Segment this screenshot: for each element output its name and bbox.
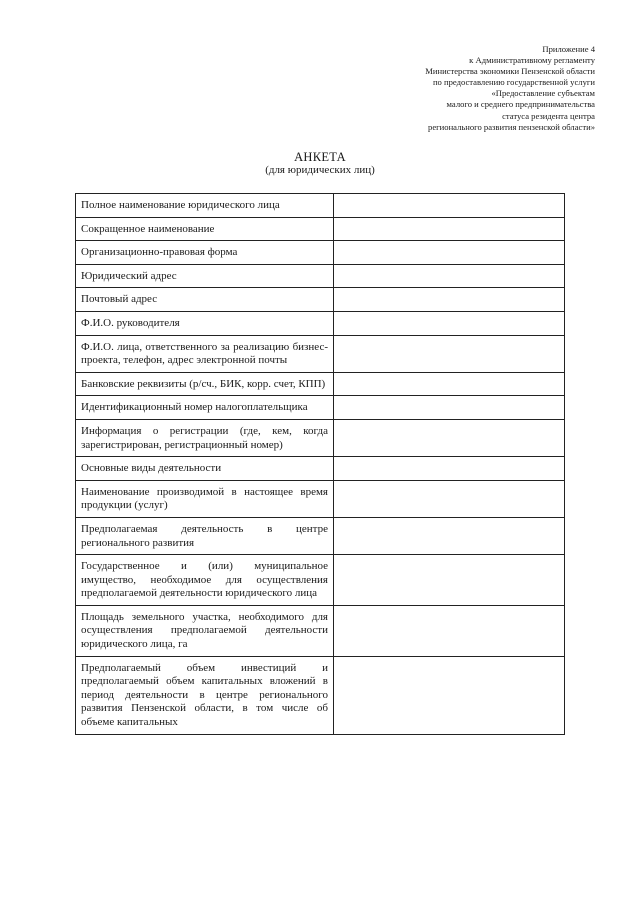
table-row [76, 517, 565, 554]
field-label: Ф.И.О. лица, ответственного за реализацию бизнес-проекта, телефон, адрес электронной почты [76, 335, 334, 372]
field-label: Основные виды деятельности [76, 457, 334, 481]
field-label: Банковские реквизиты (р/сч., БИК, корр. счет, КПП) [76, 372, 334, 396]
table-row [76, 605, 565, 656]
table-row [76, 396, 565, 420]
appendix-line: малого и среднего предпринимательства [446, 99, 595, 110]
field-label: Ф.И.О. руководителя [76, 311, 334, 335]
title-main: АНКЕТА [294, 150, 346, 164]
field-label: Наименование производимой в настоящее время продукции (услуг) [76, 480, 334, 517]
table-row [76, 656, 565, 734]
field-value[interactable] [334, 194, 565, 218]
field-value[interactable] [334, 517, 565, 554]
appendix-line: регионального развития пензенской области» [428, 121, 595, 132]
field-label: Организационно-правовая форма [76, 241, 334, 265]
field-label: Предполагаемый объем инвестиций и предполагаемый объем капитальных вложений в период деятельности в центре регионального развития Пензенской области, в том числе об объеме капитальных [76, 656, 334, 734]
table-row [76, 217, 565, 241]
field-value[interactable] [334, 396, 565, 420]
field-label: Сокращенное наименование [76, 217, 334, 241]
field-value[interactable] [334, 605, 565, 656]
appendix-line: «Предоставление субъектам [491, 88, 595, 99]
field-value[interactable] [334, 480, 565, 517]
table-row [76, 288, 565, 312]
appendix-line: к Административному регламенту [469, 55, 595, 66]
table-row [76, 419, 565, 456]
field-value[interactable] [334, 372, 565, 396]
table-row [76, 335, 565, 372]
field-label: Информация о регистрации (где, кем, когда зарегистрирован, регистрационный номер) [76, 419, 334, 456]
field-value[interactable] [334, 264, 565, 288]
field-value[interactable] [334, 656, 565, 734]
field-value[interactable] [334, 241, 565, 265]
appendix-header [335, 44, 595, 133]
field-label: Почтовый адрес [76, 288, 334, 312]
field-value[interactable] [334, 288, 565, 312]
table-row [76, 264, 565, 288]
field-value[interactable] [334, 457, 565, 481]
table-row [76, 311, 565, 335]
table-row [76, 480, 565, 517]
field-label: Площадь земельного участка, необходимого для осуществления предполагаемой деятельности юридического лица, га [76, 605, 334, 656]
field-label: Юридический адрес [76, 264, 334, 288]
appendix-line: статуса резидента центра [502, 110, 595, 121]
appendix-line: Приложение 4 [542, 44, 595, 54]
title-subtitle: (для юридических лиц) [265, 164, 375, 176]
appendix-line: Министерства экономики Пензенской области [425, 66, 595, 77]
table-row [76, 372, 565, 396]
table-row [76, 555, 565, 606]
document-title [0, 150, 640, 177]
field-value[interactable] [334, 555, 565, 606]
field-value[interactable] [334, 419, 565, 456]
field-label: Предполагаемая деятельность в центре регионального развития [76, 517, 334, 554]
table-row [76, 241, 565, 265]
field-value[interactable] [334, 217, 565, 241]
field-label: Полное наименование юридического лица [76, 194, 334, 218]
field-value[interactable] [334, 311, 565, 335]
table-row [76, 194, 565, 218]
field-label: Идентификационный номер налогоплательщика [76, 396, 334, 420]
questionnaire-table [75, 193, 565, 735]
field-value[interactable] [334, 335, 565, 372]
appendix-line: по предоставлению государственной услуги [432, 77, 595, 88]
field-label: Государственное и (или) муниципальное имущество, необходимое для осуществления предполагаемой деятельности юридического лица [76, 555, 334, 606]
table-row [76, 457, 565, 481]
